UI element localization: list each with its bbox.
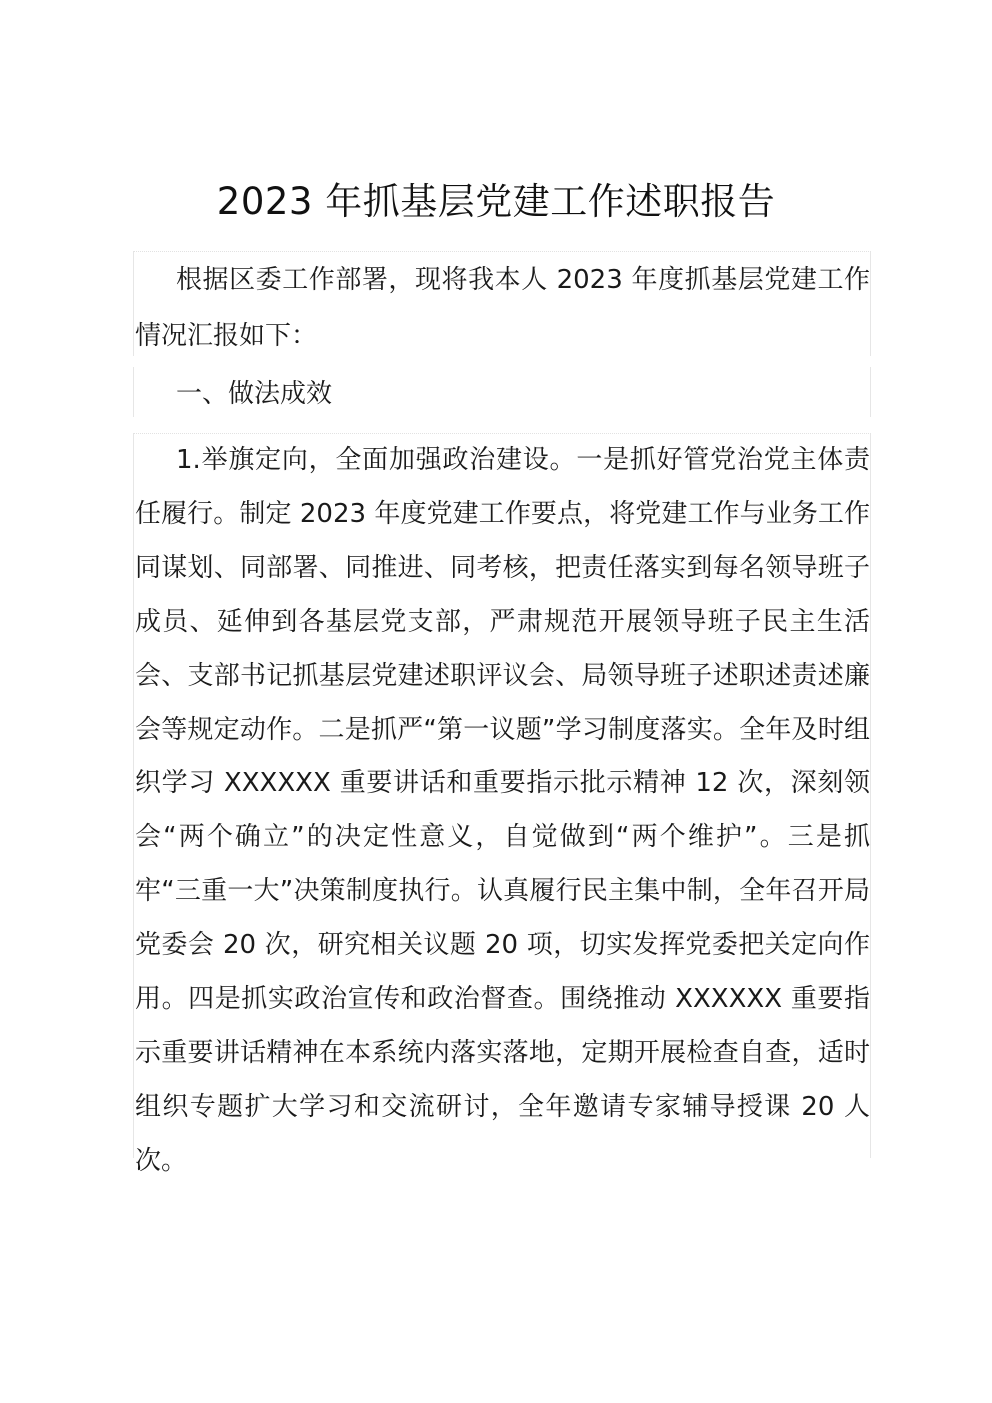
intro-paragraph: 根据区委工作部署，现将我本人 2023 年度抓基层党建工作情况汇报如下： — [135, 265, 870, 351]
document-title: 2023 年抓基层党建工作述职报告 — [216, 180, 776, 223]
section-heading-block — [133, 367, 871, 417]
intro-block — [133, 251, 871, 356]
section-heading: 一、做法成效 — [176, 379, 333, 409]
item1-paragraph: 1.举旗定向，全面加强政治建设。一是抓好管党治党主体责任履行。制定 2023 年度党建工作要点，将党建工作与业务工作同谋划、同部署、同推进、同考核，把责任落实到每名领导班子成员、延伸到各基层党支部，严肃规范开展领导班子民主生活会、支部书记抓基层党建述职评议会、局领导班子述职述责述廉会等规定动作。二是抓严“第一议题”学习制度落实。全年及时组织学习 XXXXXX 重要讲话和重要指示批示精神 12 次，深刻领会“两个确立”的决定性意义，自觉做到“两个维护”。三是抓牢“三重一大”决策制度执行。认真履行民主集中制，全年召开局党委会 20 次，研究相关议题 20 项，切实发挥党委把关定向作用。四是抓实政治宣传和政治督查。围绕推动 XXXXXX 重要指示重要讲话精神在本系统内落实落地，定期开展检查自查，适时组织专题扩大学习和交流研讨，全年邀请专家辅导授课 20 人次。 — [135, 445, 870, 1176]
item1-block — [133, 433, 871, 1176]
